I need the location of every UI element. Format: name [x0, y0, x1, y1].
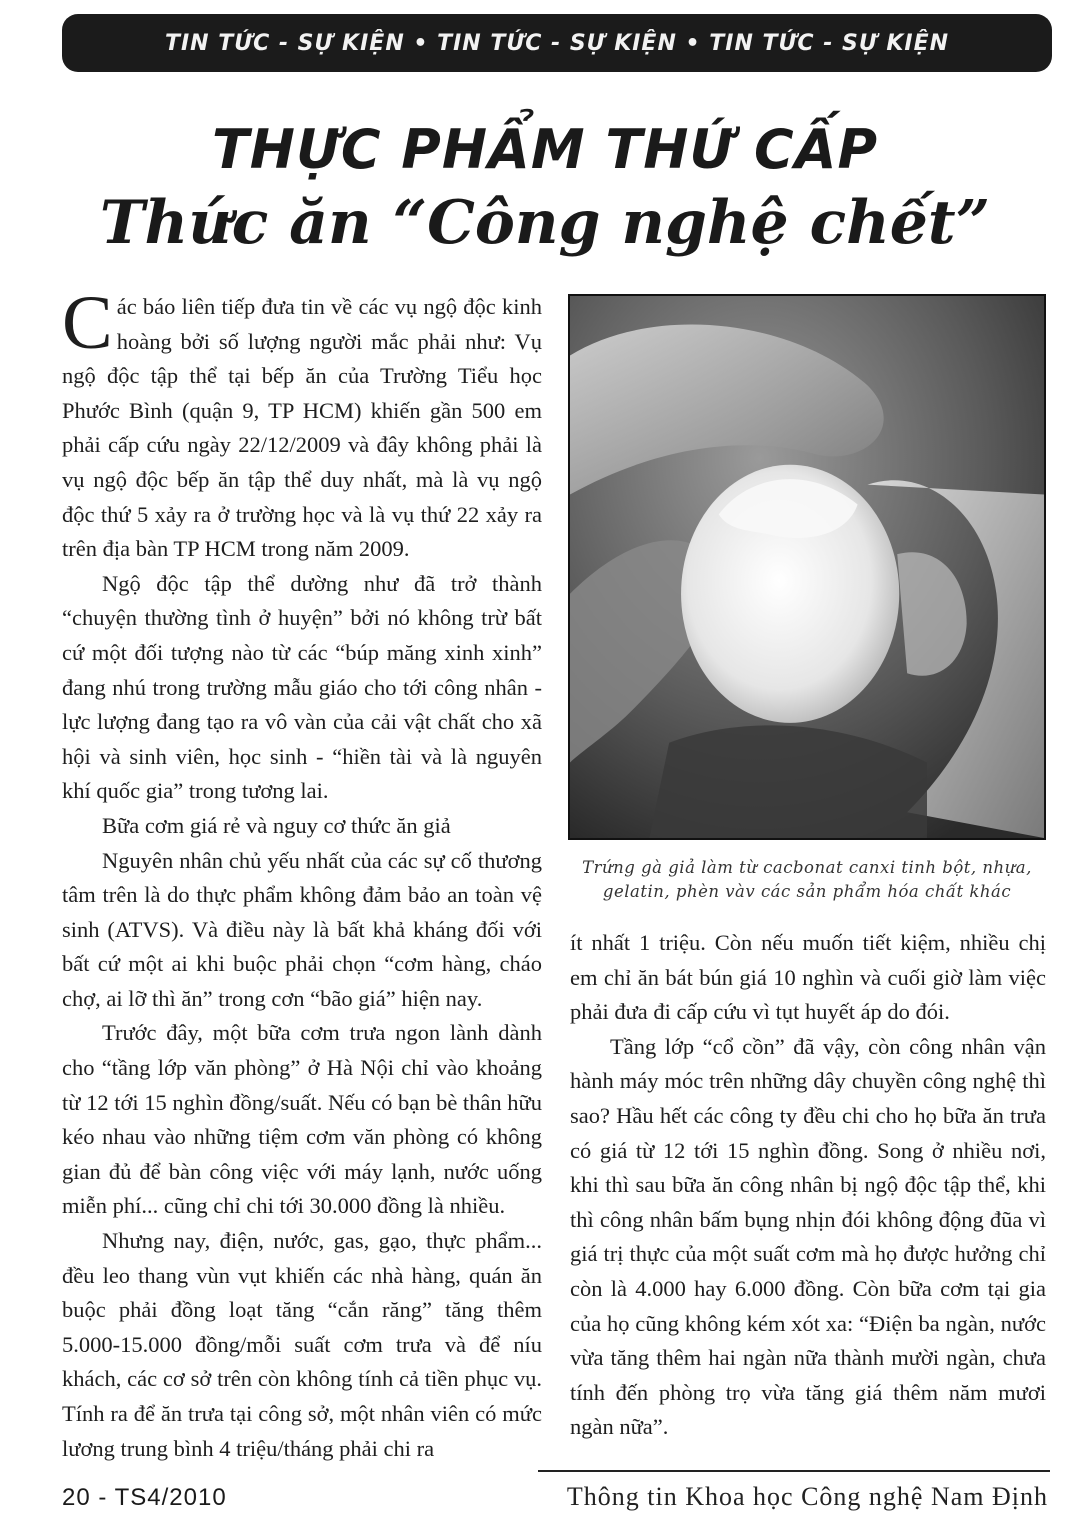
article-column-right: [570, 926, 1046, 1445]
paragraph-7: ít nhất 1 triệu. Còn nếu muốn tiết kiệm, nhiều chị em chỉ ăn bát bún giá 10 nghìn và cuối giờ làm việc phải đưa đi cấp cứu vì tụt huyết áp do đói.: [570, 930, 1046, 1025]
article-column-left: [62, 281, 542, 1466]
paragraph-4: Nguyên nhân chủ yếu nhất của các sự cố thương tâm trên là do thực phẩm không đảm bảo an toàn vệ sinh (ATVS). Và điều này là bất khả kháng đối với bất cứ một ai khi buộc phải chọn “cơm hàng, cháo chợ, ai lỡ thì ăn” trong cơn “bão giá” hiện nay.: [62, 847, 542, 1011]
publication-name: Thông tin Khoa học Công nghệ Nam Định: [566, 1482, 1048, 1511]
paragraph-5: Trước đây, một bữa cơm trưa ngon lành dành cho “tầng lớp văn phòng” ở Hà Nội chỉ vào khoảng từ 12 tới 15 nghìn đồng/suất. Nếu có bạn bè thân hữu kéo nhau vào những tiệm cơm văn phòng có không gian đủ để bàn công việc với máy lạnh, nước uống miễn phí... cũng chỉ chi tới 30.000 đồng là nhiều.: [62, 1020, 542, 1219]
section-subheading: Bữa cơm giá rẻ và nguy cơ thức ăn giả: [102, 812, 451, 838]
paragraph-8: Tầng lớp “cổ cồn” đã vậy, còn công nhân vận hành máy móc trên những dây chuyền công nghệ thì sao? Hầu hết các công ty đều chi cho họ bữa ăn trưa có giá từ 12 tới 15 nghìn đồng. Song ở nhiều nơi, khi thì sau bữa ăn công nhân bị ngộ độc tập thể, khi thì công nhân bấm bụng nhịn đói không động đũa vì giá trị thực của một suất cơm mà họ được hưởng chỉ còn là 4.000 hay 6.000 đồng. Còn bữa cơm tại gia của họ cũng không kém xót xa: “Điện ba ngàn, nước vừa tăng thêm hai ngàn nữa thành mười ngàn, chưa tính đến phòng trọ vừa tăng giá thêm năm mươi ngàn nữa”.: [570, 1033, 1046, 1440]
fake-egg-photo: [568, 294, 1046, 840]
paragraph-1-text: ác báo liên tiếp đưa tin về các vụ ngộ độc kinh hoàng bởi số lượng người mắc phải như: Vụ ngộ độc tập thể tại bếp ăn của Trường Tiểu học Phước Bình (quận 9, TP HCM) khiến gần 500 em phải cấp cứu ngày 22/12/2009 và đây không phải là vụ ngộ độc bếp ăn tập thể duy nhất, mà là vụ ngộ độc thứ 5 xảy ra ở trường học và là vụ thứ 22 xảy ra trên địa bàn TP HCM trong năm 2009.: [62, 294, 542, 562]
paragraph-2: Ngộ độc tập thể dường như đã trở thành “chuyện thường tình ở huyện” bởi nó không trừ bất cứ một đối tượng nào từ các “búp măng xinh xinh” đang nhú trong trường mẫu giáo cho tới công nhân - lực lượng đang tạo ra vô vàn của cải vật chất cho xã hội và sinh viên, học sinh - “hiền tài và là nguyên khí quốc gia” trong tương lai.: [62, 570, 542, 804]
drop-cap: C: [62, 281, 113, 365]
section-banner: TIN TỨC - SỰ KIỆN • TIN TỨC - SỰ KIỆN • TIN TỨC - SỰ KIỆN: [62, 14, 1052, 72]
page-number: 20 - TS4/2010: [62, 1484, 227, 1511]
paragraph-6: Nhưng nay, điện, nước, gas, gạo, thực phẩm... đều leo thang vùn vụt khiến các nhà hàng, quán ăn buộc phải đồng loạt tăng “cắn răng” tăng thêm 5.000-15.000 đồng/mỗi suất cơm trưa và để níu khách, các cơ sở trên còn không tính cả tiền phục vụ. Tính ra để ăn trưa tại công sở, một nhân viên có mức lương trung bình 4 triệu/tháng phải chi ra: [62, 1228, 542, 1461]
footer-rule: [538, 1470, 1050, 1472]
paragraph-1: [62, 281, 542, 567]
subheadline: Thức ăn “Công nghệ chết”: [99, 188, 991, 258]
headline: THỰC PHẨM THỨ CẤP: [211, 118, 879, 181]
photo-caption: Trứng gà giả làm từ cacbonat canxi tinh bột, nhựa, gelatin, phèn vàv các sản phẩm hóa chất khác: [582, 858, 1032, 901]
photo-illustration: [570, 296, 1044, 838]
